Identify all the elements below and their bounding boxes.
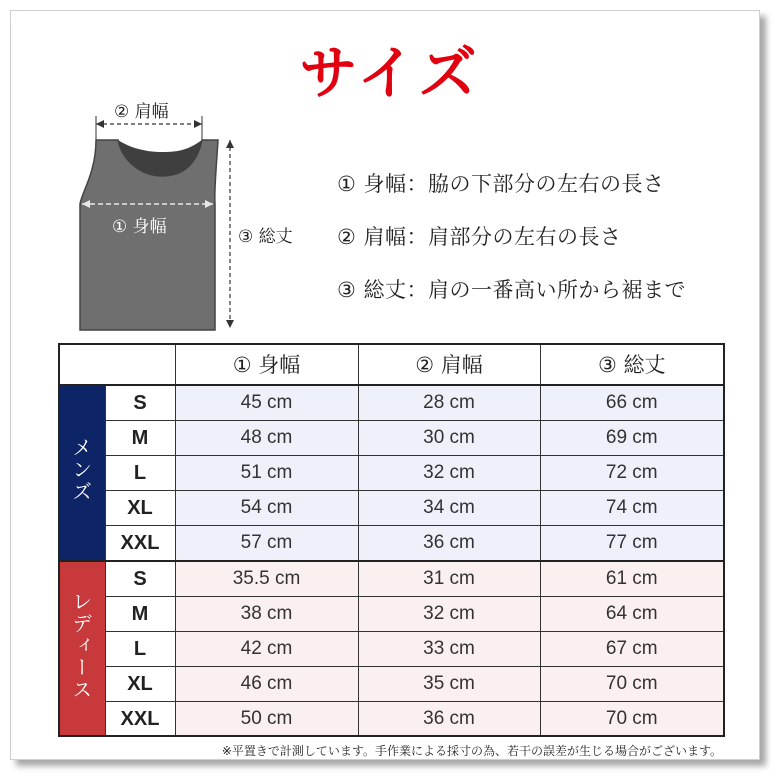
shoulder-width-cell: 34 cm bbox=[358, 491, 540, 526]
total-length-cell: 74 cm bbox=[540, 491, 723, 526]
size-label: S bbox=[105, 385, 175, 421]
total-length-cell: 70 cm bbox=[540, 667, 723, 702]
shoulder-width-cell: 32 cm bbox=[358, 597, 540, 632]
table-row bbox=[58, 385, 723, 421]
table-row bbox=[58, 456, 723, 491]
definition-total-length: ③ 総丈：肩の一番高い所から裾まで bbox=[337, 278, 687, 302]
shoulder-width-cell: 36 cm bbox=[358, 526, 540, 562]
measurement-note: ※平置きで計測しています。手作業による採寸の為、若干の誤差が生じる場合がございます。 bbox=[221, 744, 722, 758]
shoulder-width-cell: 31 cm bbox=[358, 561, 540, 597]
total-length-label: ③ 総丈 bbox=[238, 227, 293, 247]
size-label: M bbox=[105, 421, 175, 456]
body-width-cell: 42 cm bbox=[175, 632, 358, 667]
size-label: XL bbox=[105, 491, 175, 526]
body-width-cell: 50 cm bbox=[175, 702, 358, 737]
size-label: XL bbox=[105, 667, 175, 702]
shoulder-width-cell: 30 cm bbox=[358, 421, 540, 456]
definition-body-width: ① 身幅：脇の下部分の左右の長さ bbox=[337, 172, 665, 196]
size-label: S bbox=[105, 561, 175, 597]
shoulder-width-label: ② 肩幅 bbox=[114, 102, 169, 122]
table-row bbox=[58, 632, 723, 667]
shoulder-width-cell: 33 cm bbox=[358, 632, 540, 667]
page-title: サイズ bbox=[299, 39, 481, 107]
header-total-length: ③ 総丈 bbox=[540, 343, 723, 385]
body-width-cell: 46 cm bbox=[175, 667, 358, 702]
size-label: M bbox=[105, 597, 175, 632]
size-table bbox=[58, 343, 723, 737]
body-width-cell: 51 cm bbox=[175, 456, 358, 491]
table-row bbox=[58, 561, 723, 597]
total-length-cell: 72 cm bbox=[540, 456, 723, 491]
group-label-ladies: レディース bbox=[58, 561, 105, 736]
size-label: XXL bbox=[105, 702, 175, 737]
body-width-cell: 45 cm bbox=[175, 385, 358, 421]
body-width-cell: 38 cm bbox=[175, 597, 358, 632]
total-length-cell: 70 cm bbox=[540, 702, 723, 737]
shoulder-width-cell: 32 cm bbox=[358, 456, 540, 491]
total-length-cell: 64 cm bbox=[540, 597, 723, 632]
table-row bbox=[58, 597, 723, 632]
table-row bbox=[58, 702, 723, 737]
table-row bbox=[58, 491, 723, 526]
body-width-cell: 57 cm bbox=[175, 526, 358, 562]
body-width-cell: 54 cm bbox=[175, 491, 358, 526]
total-length-cell: 77 cm bbox=[540, 526, 723, 562]
table-row bbox=[58, 526, 723, 562]
body-width-label: ① 身幅 bbox=[112, 217, 167, 237]
size-label: XXL bbox=[105, 526, 175, 562]
tank-top-diagram bbox=[60, 92, 320, 342]
size-label: L bbox=[105, 456, 175, 491]
total-length-cell: 67 cm bbox=[540, 632, 723, 667]
group-label-mens: メンズ bbox=[58, 385, 105, 561]
total-length-cell: 66 cm bbox=[540, 385, 723, 421]
size-label: L bbox=[105, 632, 175, 667]
table-row bbox=[58, 667, 723, 702]
total-length-cell: 69 cm bbox=[540, 421, 723, 456]
measurement-definitions bbox=[337, 168, 686, 327]
definition-shoulder-width: ② 肩幅：肩部分の左右の長さ bbox=[337, 225, 622, 249]
header-corner bbox=[58, 343, 175, 385]
table-row bbox=[58, 421, 723, 456]
shoulder-width-cell: 36 cm bbox=[358, 702, 540, 737]
header-body-width: ① 身幅 bbox=[175, 343, 358, 385]
tank-top-illustration bbox=[60, 92, 320, 342]
shoulder-width-cell: 35 cm bbox=[358, 667, 540, 702]
shoulder-width-cell: 28 cm bbox=[358, 385, 540, 421]
table-header-row bbox=[58, 343, 723, 385]
body-width-cell: 35.5 cm bbox=[175, 561, 358, 597]
body-width-cell: 48 cm bbox=[175, 421, 358, 456]
header-shoulder-width: ② 肩幅 bbox=[358, 343, 540, 385]
total-length-cell: 61 cm bbox=[540, 561, 723, 597]
